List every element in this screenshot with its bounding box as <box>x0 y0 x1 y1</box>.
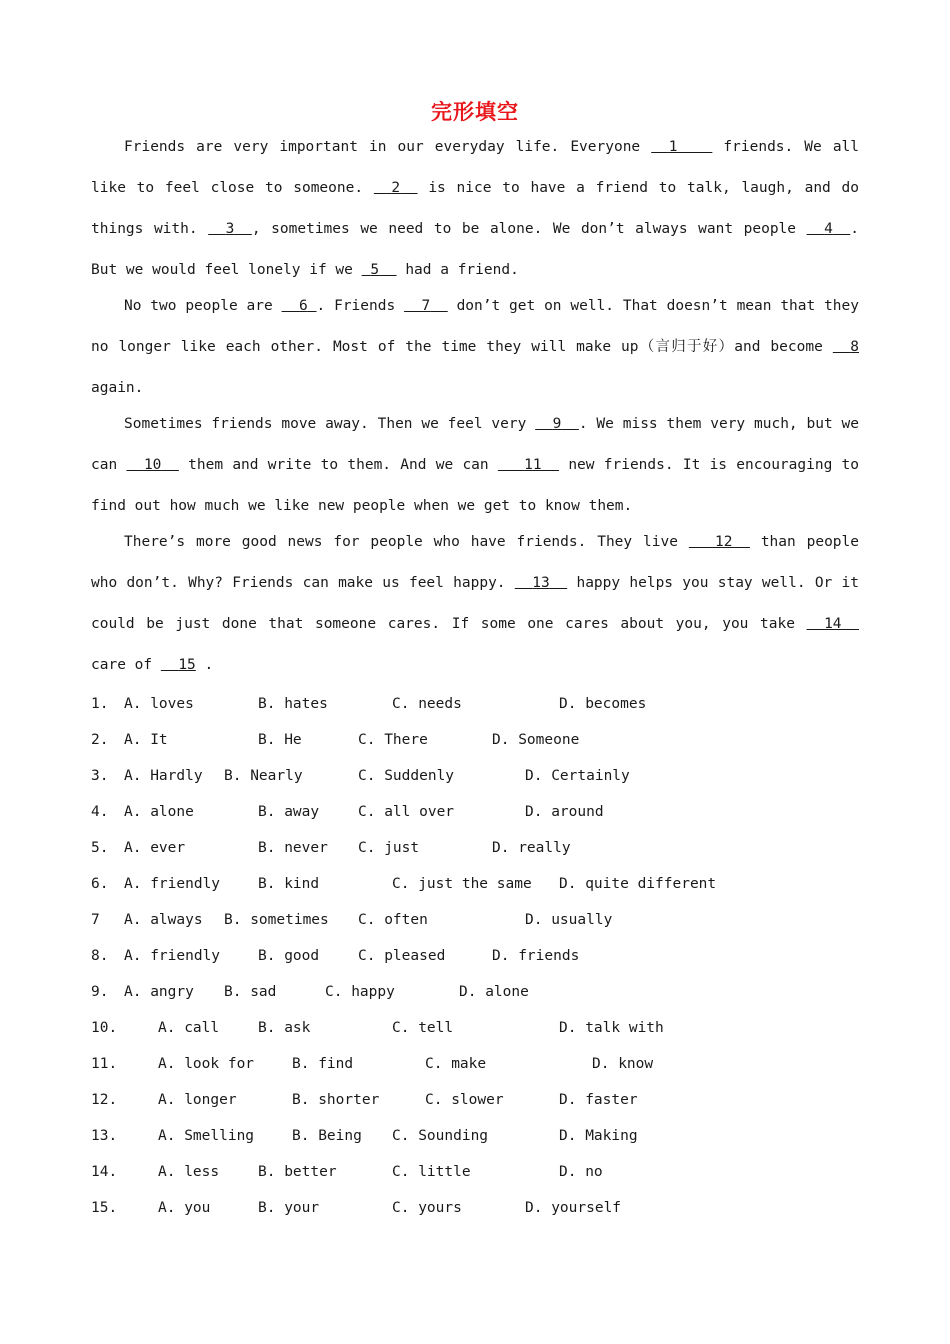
option-d[interactable]: D. talk with <box>559 1020 664 1036</box>
option-c[interactable]: C. just the same <box>392 876 532 892</box>
question-number: 15. <box>91 1200 118 1216</box>
question-number: 11. <box>91 1056 118 1072</box>
option-d[interactable]: D. know <box>592 1056 654 1072</box>
blank-14: 14 <box>824 616 842 632</box>
passage-text: is nice to have a friend to talk, laugh, and do things with. <box>91 180 860 237</box>
option-c[interactable]: C. Sounding <box>392 1128 489 1144</box>
question-number: 14. <box>91 1164 118 1180</box>
question-row <box>91 1010 891 1046</box>
question-number: 2. <box>91 732 109 748</box>
option-d[interactable]: D. Certainly <box>525 768 630 784</box>
question-row <box>91 866 891 902</box>
option-b[interactable]: B. kind <box>258 876 320 892</box>
passage-text: Sometimes friends move away. Then we feel very <box>124 416 527 432</box>
passage-text: had a friend. <box>405 262 519 278</box>
question-number: 1. <box>91 696 109 712</box>
answer-options <box>91 686 891 1226</box>
option-b[interactable]: B. away <box>258 804 320 820</box>
question-number: 12. <box>91 1092 118 1108</box>
page-title: 完形填空 <box>431 100 519 124</box>
option-c[interactable]: C. yours <box>392 1200 462 1216</box>
question-number: 7 <box>91 912 100 928</box>
option-a[interactable]: A. less <box>158 1164 220 1180</box>
option-a[interactable]: A. look for <box>158 1056 255 1072</box>
question-number: 10. <box>91 1020 118 1036</box>
passage-text: There’s more good news for people who have friends. They live <box>124 534 678 550</box>
cloze-passage <box>91 127 859 686</box>
passage-text: . Friends <box>316 298 396 314</box>
option-c[interactable]: C. make <box>425 1056 487 1072</box>
option-d[interactable]: D. yourself <box>525 1200 622 1216</box>
option-a[interactable]: A. friendly <box>124 948 221 964</box>
passage-text: , sometimes we need to be alone. We don’t always want people <box>251 221 797 237</box>
blank-3: 3 <box>225 221 235 237</box>
option-a[interactable]: A. longer <box>158 1092 237 1108</box>
passage-text: . We miss them very much, but we can <box>91 416 859 473</box>
option-c[interactable]: C. pleased <box>358 948 446 964</box>
option-b[interactable]: B. good <box>258 948 320 964</box>
option-b[interactable]: B. ask <box>258 1020 311 1036</box>
option-c[interactable]: C. little <box>392 1164 471 1180</box>
option-a[interactable]: A. alone <box>124 804 194 820</box>
question-number: 4. <box>91 804 109 820</box>
option-c[interactable]: C. often <box>358 912 428 928</box>
option-c[interactable]: C. all over <box>358 804 455 820</box>
option-a[interactable]: A. angry <box>124 984 194 1000</box>
option-b[interactable]: B. hates <box>258 696 328 712</box>
question-row <box>91 938 891 974</box>
option-a[interactable]: A. ever <box>124 840 186 856</box>
option-b[interactable]: B. Nearly <box>224 768 303 784</box>
blank-13: 13 <box>532 575 550 591</box>
option-b[interactable]: B. shorter <box>292 1092 380 1108</box>
passage-text: Friends are very important in our everyday life. Everyone <box>124 139 641 155</box>
blank-5: 5 <box>370 262 380 278</box>
question-number: 5. <box>91 840 109 856</box>
option-a[interactable]: A. call <box>158 1020 220 1036</box>
question-row <box>91 1118 891 1154</box>
option-b[interactable]: B. He <box>258 732 302 748</box>
passage-text: happy helps you stay well. Or it could be just done that someone cares. If some one cares about you, you take <box>91 575 859 632</box>
paragraph-2 <box>91 286 859 409</box>
passage-text: care of <box>91 657 153 673</box>
option-b[interactable]: B. your <box>258 1200 320 1216</box>
passage-text: again. <box>91 380 144 396</box>
option-c[interactable]: C. slower <box>425 1092 504 1108</box>
option-b[interactable]: B. better <box>258 1164 337 1180</box>
option-a[interactable]: A. Smelling <box>158 1128 255 1144</box>
paragraph-1 <box>91 127 859 291</box>
option-b[interactable]: B. sometimes <box>224 912 329 928</box>
question-row <box>91 1082 891 1118</box>
question-number: 6. <box>91 876 109 892</box>
blank-6: 6 <box>299 298 308 314</box>
passage-text: them and write to them. And we can <box>188 457 489 473</box>
passage-text: than people who don’t. Why? Friends can make us feel happy. <box>91 534 859 591</box>
option-c[interactable]: C. There <box>358 732 428 748</box>
option-d[interactable]: D. quite different <box>559 876 717 892</box>
passage-text: new friends. It is encouraging to find out how much we like new people when we get to know them. <box>91 457 860 514</box>
question-row <box>91 686 891 722</box>
blank-7: 7 <box>421 298 431 314</box>
option-a[interactable]: A. Hardly <box>124 768 203 784</box>
option-c[interactable]: C. just <box>358 840 420 856</box>
question-number: 9. <box>91 984 109 1000</box>
option-d[interactable]: D. Making <box>559 1128 638 1144</box>
blank-4: 4 <box>824 221 833 237</box>
blank-8: 8 <box>850 339 859 355</box>
blank-11: 11 <box>524 457 542 473</box>
option-c[interactable]: C. Suddenly <box>358 768 455 784</box>
option-d[interactable]: D. around <box>525 804 604 820</box>
option-d[interactable]: D. becomes <box>559 696 647 712</box>
option-d[interactable]: D. faster <box>559 1092 638 1108</box>
option-b[interactable]: B. find <box>292 1056 354 1072</box>
question-number: 3. <box>91 768 109 784</box>
blank-12: 12 <box>715 534 733 550</box>
option-c[interactable]: C. tell <box>392 1020 454 1036</box>
option-b[interactable]: B. never <box>258 840 328 856</box>
blank-9: 9 <box>552 416 562 432</box>
question-number: 13. <box>91 1128 118 1144</box>
option-b[interactable]: B. sad <box>224 984 277 1000</box>
option-d[interactable]: D. usually <box>525 912 613 928</box>
option-d[interactable]: D. Someone <box>492 732 580 748</box>
option-b[interactable]: B. Being <box>292 1128 362 1144</box>
paragraph-3 <box>91 404 859 527</box>
blank-15: 15 <box>178 657 196 673</box>
paragraph-4 <box>91 522 859 686</box>
option-a[interactable]: A. always <box>124 912 203 928</box>
question-row <box>91 758 891 794</box>
option-a[interactable]: A. loves <box>124 696 194 712</box>
option-d[interactable]: D. friends <box>492 948 580 964</box>
blank-2: 2 <box>391 180 401 196</box>
passage-text: don’t get on well. That doesn’t mean that they no longer like each other. Most of the time they will make up（言归于好）and become <box>91 298 859 355</box>
blank-1: 1 <box>668 139 678 155</box>
passage-text: friends. We all like to feel close to someone. <box>91 139 860 196</box>
question-row <box>91 902 891 938</box>
option-d[interactable]: D. really <box>492 840 571 856</box>
option-a[interactable]: A. you <box>158 1200 211 1216</box>
question-number: 8. <box>91 948 109 964</box>
question-row <box>91 1190 891 1226</box>
question-row <box>91 794 891 830</box>
option-c[interactable]: C. needs <box>392 696 462 712</box>
passage-text: . But we would feel lonely if we <box>91 221 860 278</box>
option-d[interactable]: D. no <box>559 1164 603 1180</box>
question-row <box>91 974 891 1010</box>
question-row <box>91 1154 891 1190</box>
option-a[interactable]: A. friendly <box>124 876 221 892</box>
question-row <box>91 830 891 866</box>
option-c[interactable]: C. happy <box>325 984 395 1000</box>
option-d[interactable]: D. alone <box>459 984 529 1000</box>
passage-text: . <box>204 657 214 673</box>
question-row <box>91 722 891 758</box>
passage-text: No two people are <box>124 298 273 314</box>
blank-10: 10 <box>143 457 162 473</box>
question-row <box>91 1046 891 1082</box>
option-a[interactable]: A. It <box>124 732 168 748</box>
